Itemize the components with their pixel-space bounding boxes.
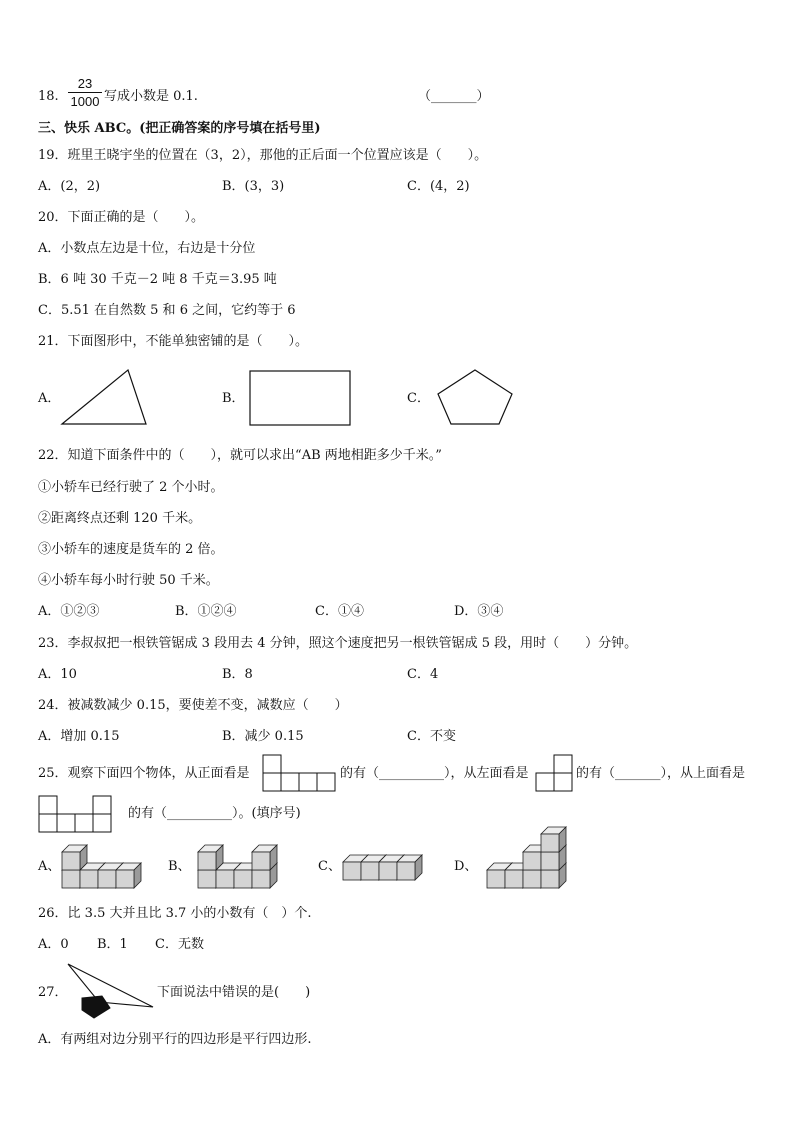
- q24-text: 24．被减数减少 0.15，要使差不变，减数应（ ）: [38, 698, 348, 713]
- q22-option-d[interactable]: D．③④: [454, 604, 504, 619]
- q23-option-b[interactable]: B．8: [222, 667, 253, 682]
- q25-text-part3: 的有（_______），从上面看是: [576, 766, 746, 781]
- q19-option-c[interactable]: C．(4，2): [407, 179, 470, 194]
- pentagon-shape: [436, 368, 516, 428]
- q22-condition-2: ②距离终点还剩 120 千米。: [38, 511, 202, 526]
- q20-option-b[interactable]: B．6 吨 30 千克－2 吨 8 千克＝3.95 吨: [38, 272, 277, 287]
- cube: [397, 855, 422, 880]
- fraction-bar: [68, 92, 102, 93]
- top-view-shape: [38, 795, 114, 835]
- q25-option-b[interactable]: B、: [168, 859, 191, 874]
- cube-object-d: [485, 838, 575, 892]
- q27-option-a[interactable]: A．有两组对边分别平行的四边形是平行四边形.: [38, 1032, 312, 1047]
- q22-condition-1: ①小轿车已经行驶了 2 个小时。: [38, 480, 224, 495]
- q26-option-c[interactable]: C．无数: [155, 937, 204, 952]
- q23-text: 23．李叔叔把一根铁管锯成 3 段用去 4 分钟，照这个速度把另一根铁管锯成 5 段，用时（ ）分钟。: [38, 636, 638, 651]
- q18-fraction-denominator: 1000: [70, 94, 100, 109]
- q25-text-part4: 的有（__________）。(填序号): [128, 806, 301, 821]
- cube: [198, 845, 223, 870]
- q19-text: 19．班里王晓宇坐的位置在（3，2），那他的正后面一个位置应该是（ ）。: [38, 148, 488, 163]
- q22-condition-3: ③小轿车的速度是货车的 2 倍。: [38, 542, 224, 557]
- q26-option-b[interactable]: B．1: [97, 937, 128, 952]
- front-view-shape: [262, 754, 338, 794]
- q21-option-c[interactable]: C．: [407, 391, 430, 406]
- q20-option-a[interactable]: A．小数点左边是十位，右边是十分位: [38, 241, 256, 256]
- cube: [252, 845, 277, 870]
- rectangle-shape: [248, 369, 352, 427]
- cube-object-c: [341, 848, 423, 888]
- cube-object-a: [60, 842, 142, 892]
- q23-option-c[interactable]: C．4: [407, 667, 439, 682]
- q24-option-a[interactable]: A．增加 0.15: [38, 729, 120, 744]
- q19-option-b[interactable]: B．(3，3): [222, 179, 285, 194]
- q26-option-a[interactable]: A．0: [38, 937, 69, 952]
- q22-text: 22．知道下面条件中的（ ），就可以求出“AB 两地相距多少千米。”: [38, 448, 442, 463]
- q25-text-part1: 25．观察下面四个物体，从正面看是: [38, 766, 250, 781]
- q18-fraction-numerator: 23: [77, 76, 93, 91]
- q24-option-c[interactable]: C．不变: [407, 729, 456, 744]
- q25-option-a[interactable]: A、: [38, 859, 61, 874]
- cube: [116, 863, 141, 888]
- q24-option-b[interactable]: B．减少 0.15: [222, 729, 304, 744]
- q22-option-b[interactable]: B．①②④: [175, 604, 237, 619]
- cube-object-b: [196, 842, 286, 892]
- q21-text: 21．下面图形中，不能单独密铺的是（ ）。: [38, 334, 309, 349]
- q20-option-c[interactable]: C．5.51 在自然数 5 和 6 之间，它约等于 6: [38, 303, 296, 318]
- q20-text: 20．下面正确的是（ ）。: [38, 210, 205, 225]
- q21-option-a[interactable]: A．: [38, 391, 61, 406]
- triangle-with-shaded-shape: [66, 962, 156, 1022]
- q27-text: 下面说法中错误的是( ): [157, 985, 311, 1000]
- q18-text: 写成小数是 0.1.: [104, 89, 198, 104]
- q23-option-a[interactable]: A．10: [38, 667, 77, 682]
- q19-option-a[interactable]: A．(2，2): [38, 179, 101, 194]
- section-title: 三、快乐 ABC。(把正确答案的序号填在括号里): [38, 121, 321, 136]
- q18-fraction: [68, 76, 102, 109]
- q18-number: 18.: [38, 89, 59, 104]
- q22-option-a[interactable]: A．①②③: [38, 604, 100, 619]
- q27-number: 27．: [38, 985, 68, 1000]
- q22-option-c[interactable]: C．①④: [315, 604, 364, 619]
- triangle-shape: [60, 368, 150, 426]
- q26-text: 26．比 3.5 大并且比 3.7 小的小数有（ ）个.: [38, 906, 312, 921]
- q25-option-d[interactable]: D、: [454, 859, 478, 874]
- q22-condition-4: ④小轿车每小时行驶 50 千米。: [38, 573, 219, 588]
- q25-option-c[interactable]: C、: [318, 859, 341, 874]
- left-view-shape: [535, 754, 575, 794]
- q21-option-b[interactable]: B．: [222, 391, 245, 406]
- cube: [62, 845, 87, 870]
- q18-answer-blank[interactable]: （_______）: [418, 89, 490, 104]
- q25-text-part2: 的有（__________），从左面看是: [340, 766, 529, 781]
- cube: [541, 827, 566, 852]
